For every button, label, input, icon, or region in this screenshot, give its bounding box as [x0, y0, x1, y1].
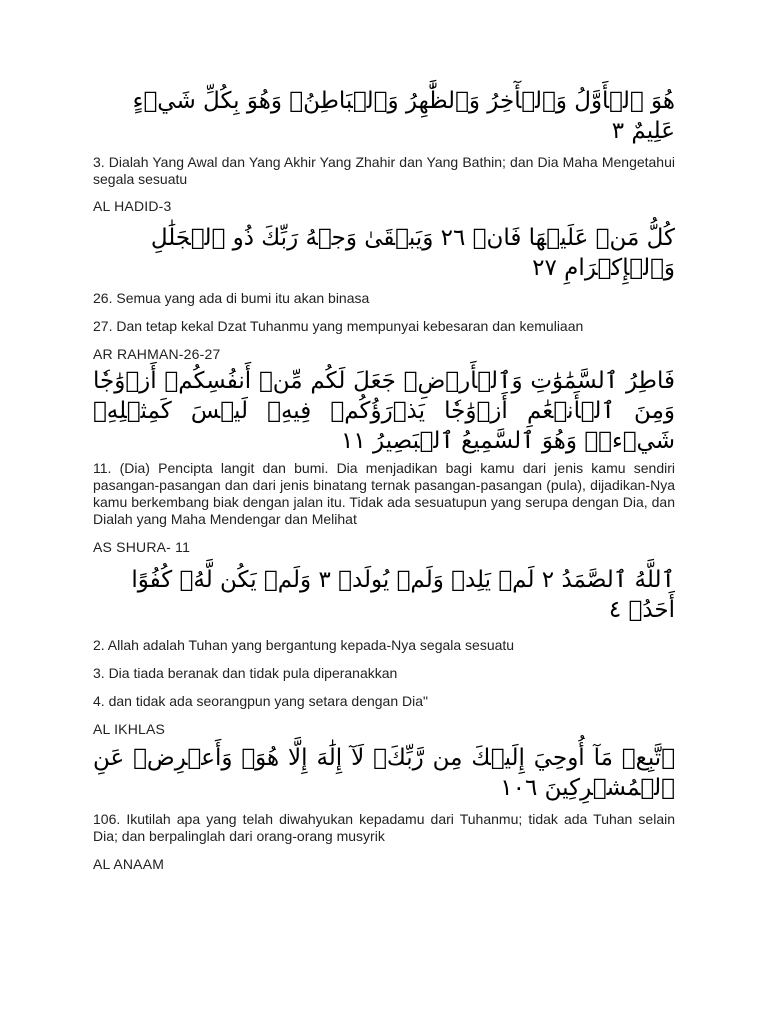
verse-source: AS SHURA- 11: [93, 539, 191, 555]
verse-source: AL ANAAM: [93, 856, 165, 872]
verse-section-ar-rahman: [93, 223, 675, 363]
verse-translation: 3. Dia tiada beranak dan tidak pula diperanakkan: [93, 665, 398, 681]
verse-translation: 4. dan tidak ada seorangpun yang setara dengan Dia": [93, 693, 428, 709]
verse-source: AL IKHLAS: [93, 721, 166, 737]
verse-section-as-shura: [93, 366, 675, 556]
verse-source: AR RAHMAN-26-27: [93, 346, 221, 362]
verse-translation: 27. Dan tetap kekal Dzat Tuhanmu yang mempunyai kebesaran dan kemuliaan: [93, 318, 584, 334]
verse-translation: 3. Dialah Yang Awal dan Yang Akhir Yang Zhahir dan Yang Bathin; dan Dia Maha Mengetahui segala sesuatu: [93, 154, 675, 187]
verse-section-al-anaam: [93, 743, 675, 873]
arabic-verse: فَاطِرُ ٱلسَّمَٰوَٰتِ وَٱلۡأَرۡضِۚ جَعَلَ لَكُم مِّنۡ أَنفُسِكُمۡ أَزۡوَٰجٗا وَمِنَ ٱلۡأَنۡعَٰمِ أَزۡوَٰجٗا يَذۡرَؤُكُمۡ فِيهِۚ لَيۡسَ كَمِثۡلِهِۦ شَيۡءٞۖ وَهُوَ ٱلسَّمِيعُ ٱلۡبَصِيرُ ١١: [93, 368, 675, 454]
verse-section-al-hadid: [93, 86, 675, 215]
verse-translation: 106. Ikutilah apa yang telah diwahyukan kepadamu dari Tuhanmu; tidak ada Tuhan selain Dia; dan berpalinglah dari orang-orang musyrik: [93, 811, 675, 844]
verse-translation: 11. (Dia) Pencipta langit dan bumi. Dia menjadikan bagi kamu dari jenis kamu sendiri pasangan-pasangan dan dari jenis binatang ternak pasangan-pasangan (pula), dijadikan-Nya kamu berkembang biak dengan jalan itu. Tidak ada sesuatupun yang serupa dengan Dia, dan Dialah yang Maha Mendengar dan Melihat: [93, 460, 675, 527]
verse-section-al-ikhlas: [93, 565, 675, 738]
arabic-verse: ٱللَّهُ ٱلصَّمَدُ ٢ لَمۡ يَلِدۡ وَلَمۡ يُولَدۡ ٣ وَلَمۡ يَكُن لَّهُۥ كُفُوًا أَحَدُۢ ٤: [131, 567, 675, 623]
arabic-verse: هُوَ ٱلۡأَوَّلُ وَٱلۡأٓخِرُ وَٱلظَّٰهِرُ وَٱلۡبَاطِنُۖ وَهُوَ بِكُلِّ شَيۡءٍ عَلِيمٌ ٣: [132, 88, 675, 144]
verse-translation: 2. Allah adalah Tuhan yang bergantung kepada-Nya segala sesuatu: [93, 637, 515, 653]
verse-translation: 26. Semua yang ada di bumi itu akan binasa: [93, 290, 370, 306]
arabic-verse: ٱتَّبِعۡ مَآ أُوحِيَ إِلَيۡكَ مِن رَّبِّكَۖ لَآ إِلَٰهَ إِلَّا هُوَۖ وَأَعۡرِضۡ عَنِ ٱلۡمُشۡرِكِينَ ١٠٦: [93, 745, 675, 801]
arabic-verse: كُلُّ مَنۡ عَلَيۡهَا فَانٖ ٢٦ وَيَبۡقَىٰ وَجۡهُ رَبِّكَ ذُو ٱلۡجَلَٰلِ وَٱلۡإِكۡرَامِ ٢٧: [150, 225, 675, 281]
verse-source: AL HADID-3: [93, 198, 172, 214]
